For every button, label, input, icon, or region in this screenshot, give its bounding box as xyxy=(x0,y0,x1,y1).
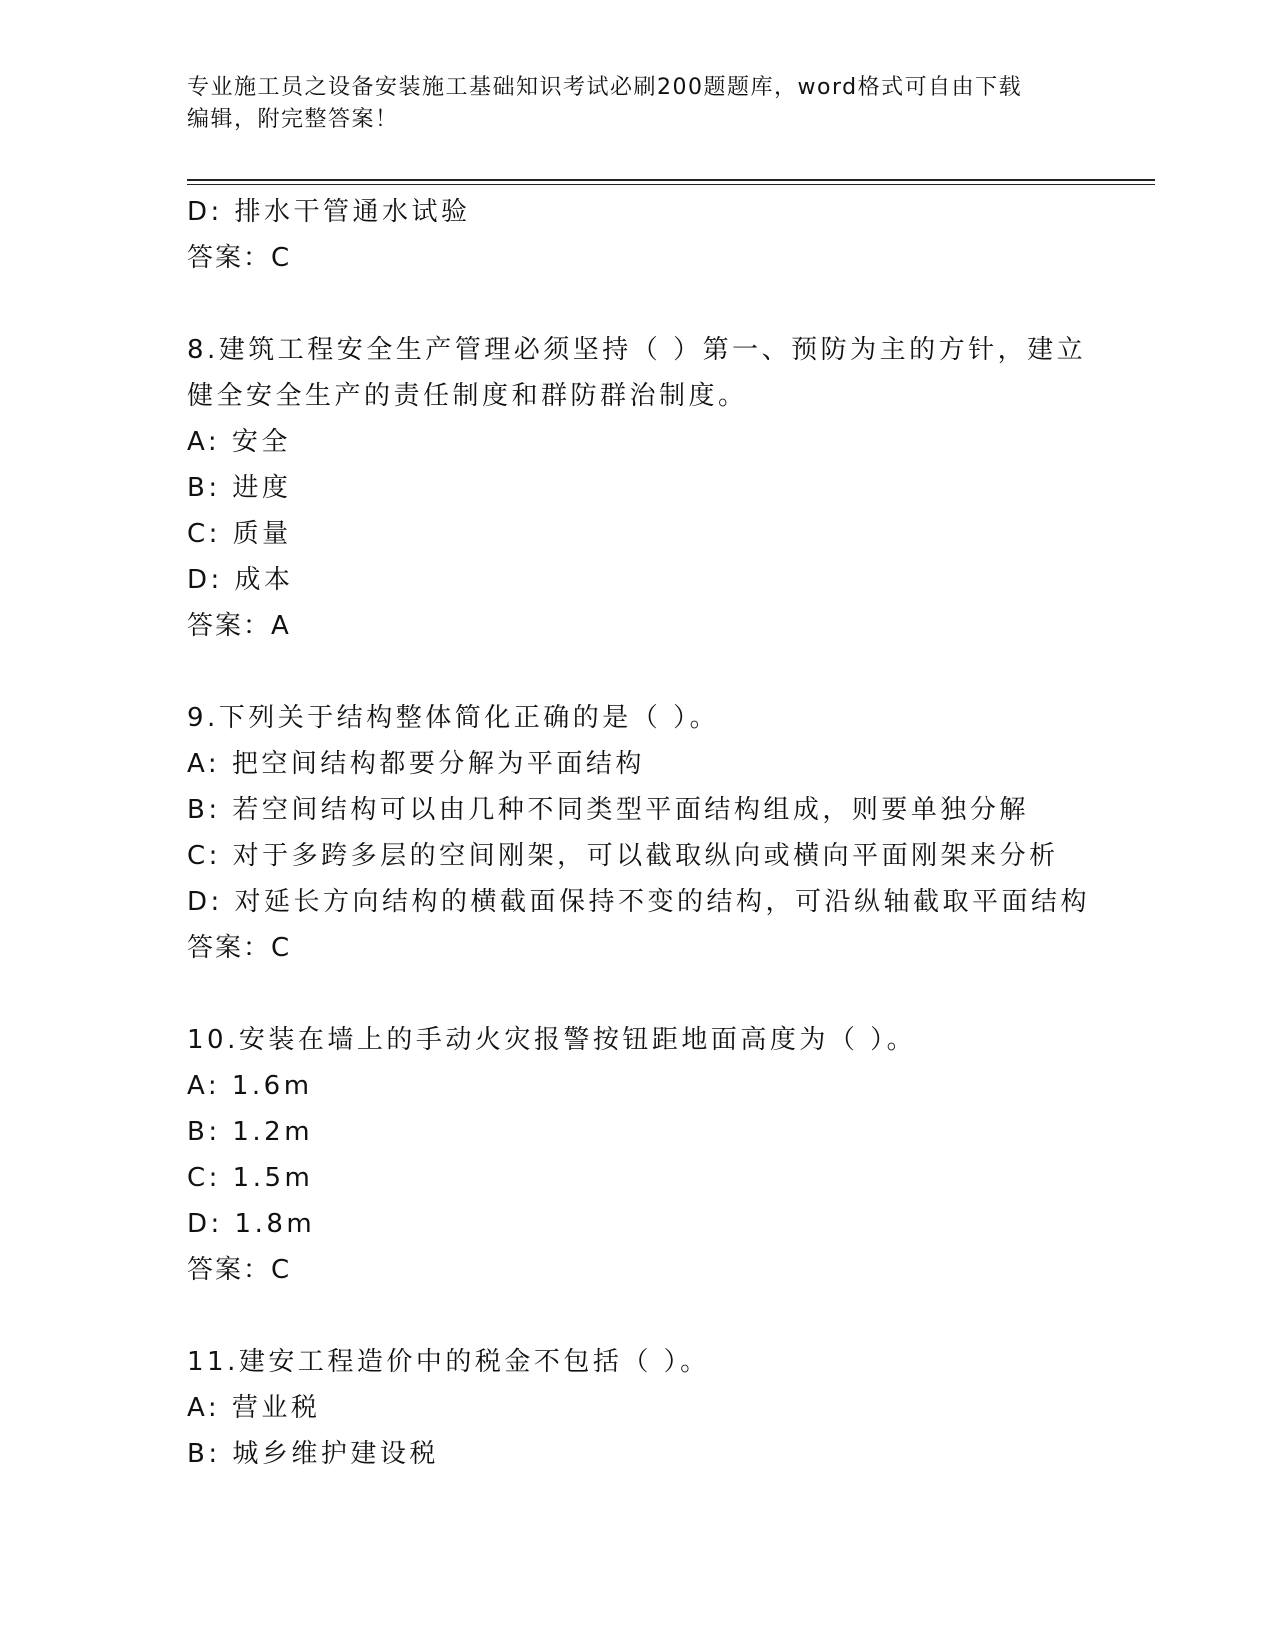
answer-line: 答案：C xyxy=(187,243,292,273)
option-d: D: 1.8m xyxy=(187,1209,316,1239)
question-content xyxy=(187,189,1091,1477)
spacer xyxy=(187,971,1087,1017)
option-b: B: 进度 xyxy=(187,473,292,503)
answer-line: 答案：C xyxy=(187,1255,292,1285)
previous-question xyxy=(187,189,1087,281)
option-d: D: 排水干管通水试验 xyxy=(187,197,471,227)
page-header xyxy=(187,72,1087,136)
option-c: C: 1.5m xyxy=(187,1163,314,1193)
answer-line: 答案：C xyxy=(187,933,292,963)
option-d: D: 成本 xyxy=(187,565,294,595)
spacer xyxy=(187,1293,1087,1339)
spacer xyxy=(187,649,1087,695)
option-a: A: 安全 xyxy=(187,427,291,457)
question-10 xyxy=(187,1017,1087,1293)
question-title: 11.建安工程造价中的税金不包括（ ）。 xyxy=(187,1347,710,1377)
header-line-1: 专业施工员之设备安装施工基础知识考试必刷200题题库，word格式可自由下载 xyxy=(187,75,1023,100)
question-title-cont: 健全安全生产的责任制度和群防群治制度。 xyxy=(187,381,748,411)
option-b: B: 城乡维护建设税 xyxy=(187,1439,439,1469)
question-title: 10.安装在墙上的手动火灾报警按钮距地面高度为（ ）。 xyxy=(187,1025,917,1055)
header-rule-thin xyxy=(187,184,1155,185)
question-title: 8.建筑工程安全生产管理必须坚持（ ）第一、预防为主的方针，建立 xyxy=(187,335,1087,365)
option-a: A: 把空间结构都要分解为平面结构 xyxy=(187,749,645,779)
question-8 xyxy=(187,327,1087,649)
option-a: A: 1.6m xyxy=(187,1071,313,1101)
option-b: B: 1.2m xyxy=(187,1117,314,1147)
question-title: 9.下列关于结构整体简化正确的是（ ）。 xyxy=(187,703,720,733)
option-a: A: 营业税 xyxy=(187,1393,321,1423)
option-b: B: 若空间结构可以由几种不同类型平面结构组成，则要单独分解 xyxy=(187,795,1029,825)
answer-line: 答案：A xyxy=(187,611,291,641)
option-c: C: 对于多跨多层的空间刚架，可以截取纵向或横向平面刚架来分析 xyxy=(187,841,1059,871)
question-9 xyxy=(187,695,1091,971)
option-c: C: 质量 xyxy=(187,519,292,549)
header-line-2: 编辑，附完整答案！ xyxy=(187,107,399,132)
question-11 xyxy=(187,1339,1087,1477)
option-d: D: 对延长方向结构的横截面保持不变的结构，可沿纵轴截取平面结构 xyxy=(187,887,1091,917)
spacer xyxy=(187,281,1087,327)
header-rule-thick xyxy=(187,179,1155,181)
